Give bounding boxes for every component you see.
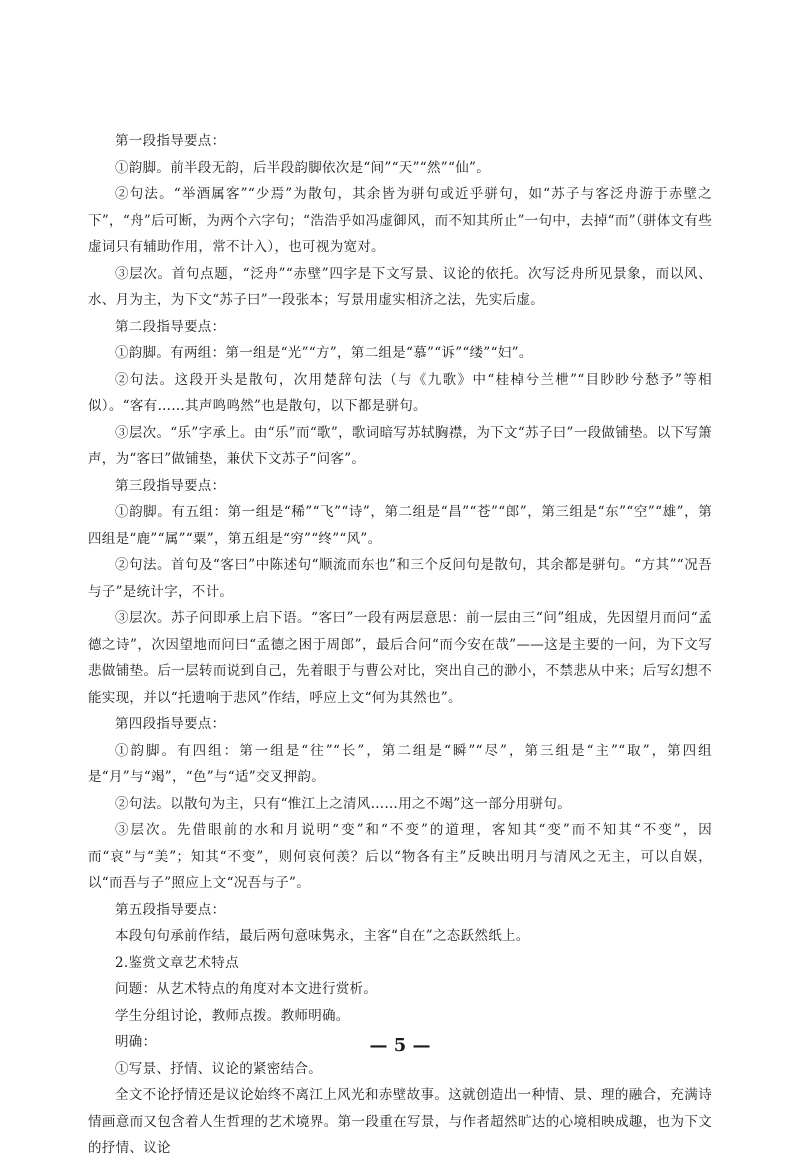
paragraph: ③层次。苏子问即承上启下语。“客曰”一段有两层意思：前一层由三“问”组成，先因望月而问“孟德之诗”，次因望地而问曰“孟德之困于周郎”，最后合问“而今安在哉”——这是主要的一问，为下文写悲做铺垫。后一层转而说到自己，先着眼于与曹公对比，突出自己的渺小，不禁悲从中来；后写幻想不能实现，并以“托遗响于悲风”作结，呼应上文“何为其然也”。 xyxy=(88,610,712,706)
section-heading: 第二段指导要点： xyxy=(115,318,226,335)
document-body xyxy=(88,128,712,1162)
section-heading: 第一段指导要点： xyxy=(115,133,226,149)
paragraph: ②句法。这段开头是散句，次用楚辞句法（与《九歌》中“桂棹兮兰枻”“目眇眇兮愁予”等相似）。“客有……其声鸣鸣然”也是散句，以下都是骈句。 xyxy=(88,371,712,414)
section-heading: 明确： xyxy=(115,1034,157,1050)
section-heading: 2.鉴赏文章艺术特点 xyxy=(115,954,239,971)
paragraph: ③层次。首句点题，“泛舟”“赤壁”四字是下文写景、议论的依托。次写泛舟所见景象，而以风、水、月为主，为下文“苏子曰”一段张本；写景用虚实相济之法，先实后虚。 xyxy=(88,265,712,308)
paragraph: ③层次。先借眼前的水和月说明“变”和“不变”的道理，客知其“变”而不知其“不变”，因而“哀”与“美”；知其“不变”，则何哀何羡？后以“物各有主”反映出明月与清风之无主，可以自娱，以“而吾与子”照应上文“况吾与子”。 xyxy=(88,822,712,891)
section-heading: 本段句句承前作结，最后两句意味隽永，主客“自在”之态跃然纸上。 xyxy=(115,928,530,944)
paragraph: ③层次。“乐”字承上。由“乐”而“歌”，歌词暗写苏轼胸襟，为下文“苏子曰”一段做铺垫。以下写箫声，为“客曰”做铺垫，兼伏下文苏子“问客”。 xyxy=(88,424,712,467)
paragraph: ②句法。以散句为主，只有“惟江上之清风……用之不竭”这一部分用骈句。 xyxy=(115,795,572,812)
paragraph: ①韵脚。有两组：第一组是“光”“方”，第二组是“慕”“诉”“缕”“妇”。 xyxy=(115,345,533,361)
section-heading: 问题：从艺术特点的角度对本文进行赏析。 xyxy=(115,981,378,997)
paragraph: ①韵脚。有五组：第一组是“稀”“飞”“诗”，第二组是“昌”“苍”“郎”，第三组是“东”“空”“雄”，第四组是“鹿”“属”“粟”，第五组是“穷”“终”“风”。 xyxy=(88,504,712,547)
page-number: — 5 — xyxy=(369,1035,431,1056)
paragraph: ①韵脚。前半段无韵，后半段韵脚依次是“间”“天”“然”“仙”。 xyxy=(115,159,491,176)
paragraph: ②句法。首句及“客曰”中陈述句“顺流而东也”和三个反问句是散句，其余都是骈句。“方其”“况吾与子”是统计字，不计。 xyxy=(88,557,712,600)
section-heading: 第四段指导要点： xyxy=(115,716,226,732)
paragraph: ①韵脚。有四组：第一组是“往”“长”，第二组是“瞬”“尽”，第三组是“主”“取”，第四组是“月”与“竭”，“色”与“适”交叉押韵。 xyxy=(88,742,712,785)
paragraph: ②句法。“举酒属客”“少焉”为散句，其余皆为骈句或近乎骈句，如“苏子与客泛舟游于赤壁之下”，“舟”后可断，为两个六字句；“浩浩乎如冯虚御风，而不知其所止”一句中，去掉“而”（骈体文有些虚词只有辅助作用，常不计入），也可视为宽对。 xyxy=(88,186,712,255)
paragraph: ①写景、抒情、议论的紧密结合。 xyxy=(115,1060,322,1077)
section-heading: 第三段指导要点： xyxy=(115,477,226,494)
section-heading: 学生分组讨论，教师点拨。教师明确。 xyxy=(115,1007,350,1024)
section-heading: 第五段指导要点： xyxy=(115,901,226,918)
paragraph: 全文不论抒情还是议论始终不离江上风光和赤壁故事。这就创造出一种情、景、理的融合，充满诗情画意而又包含着人生哲理的艺术境界。第一段重在写景，与作者超然旷达的心境相映成趣，也为下文的抒情、议论 xyxy=(88,1087,712,1156)
